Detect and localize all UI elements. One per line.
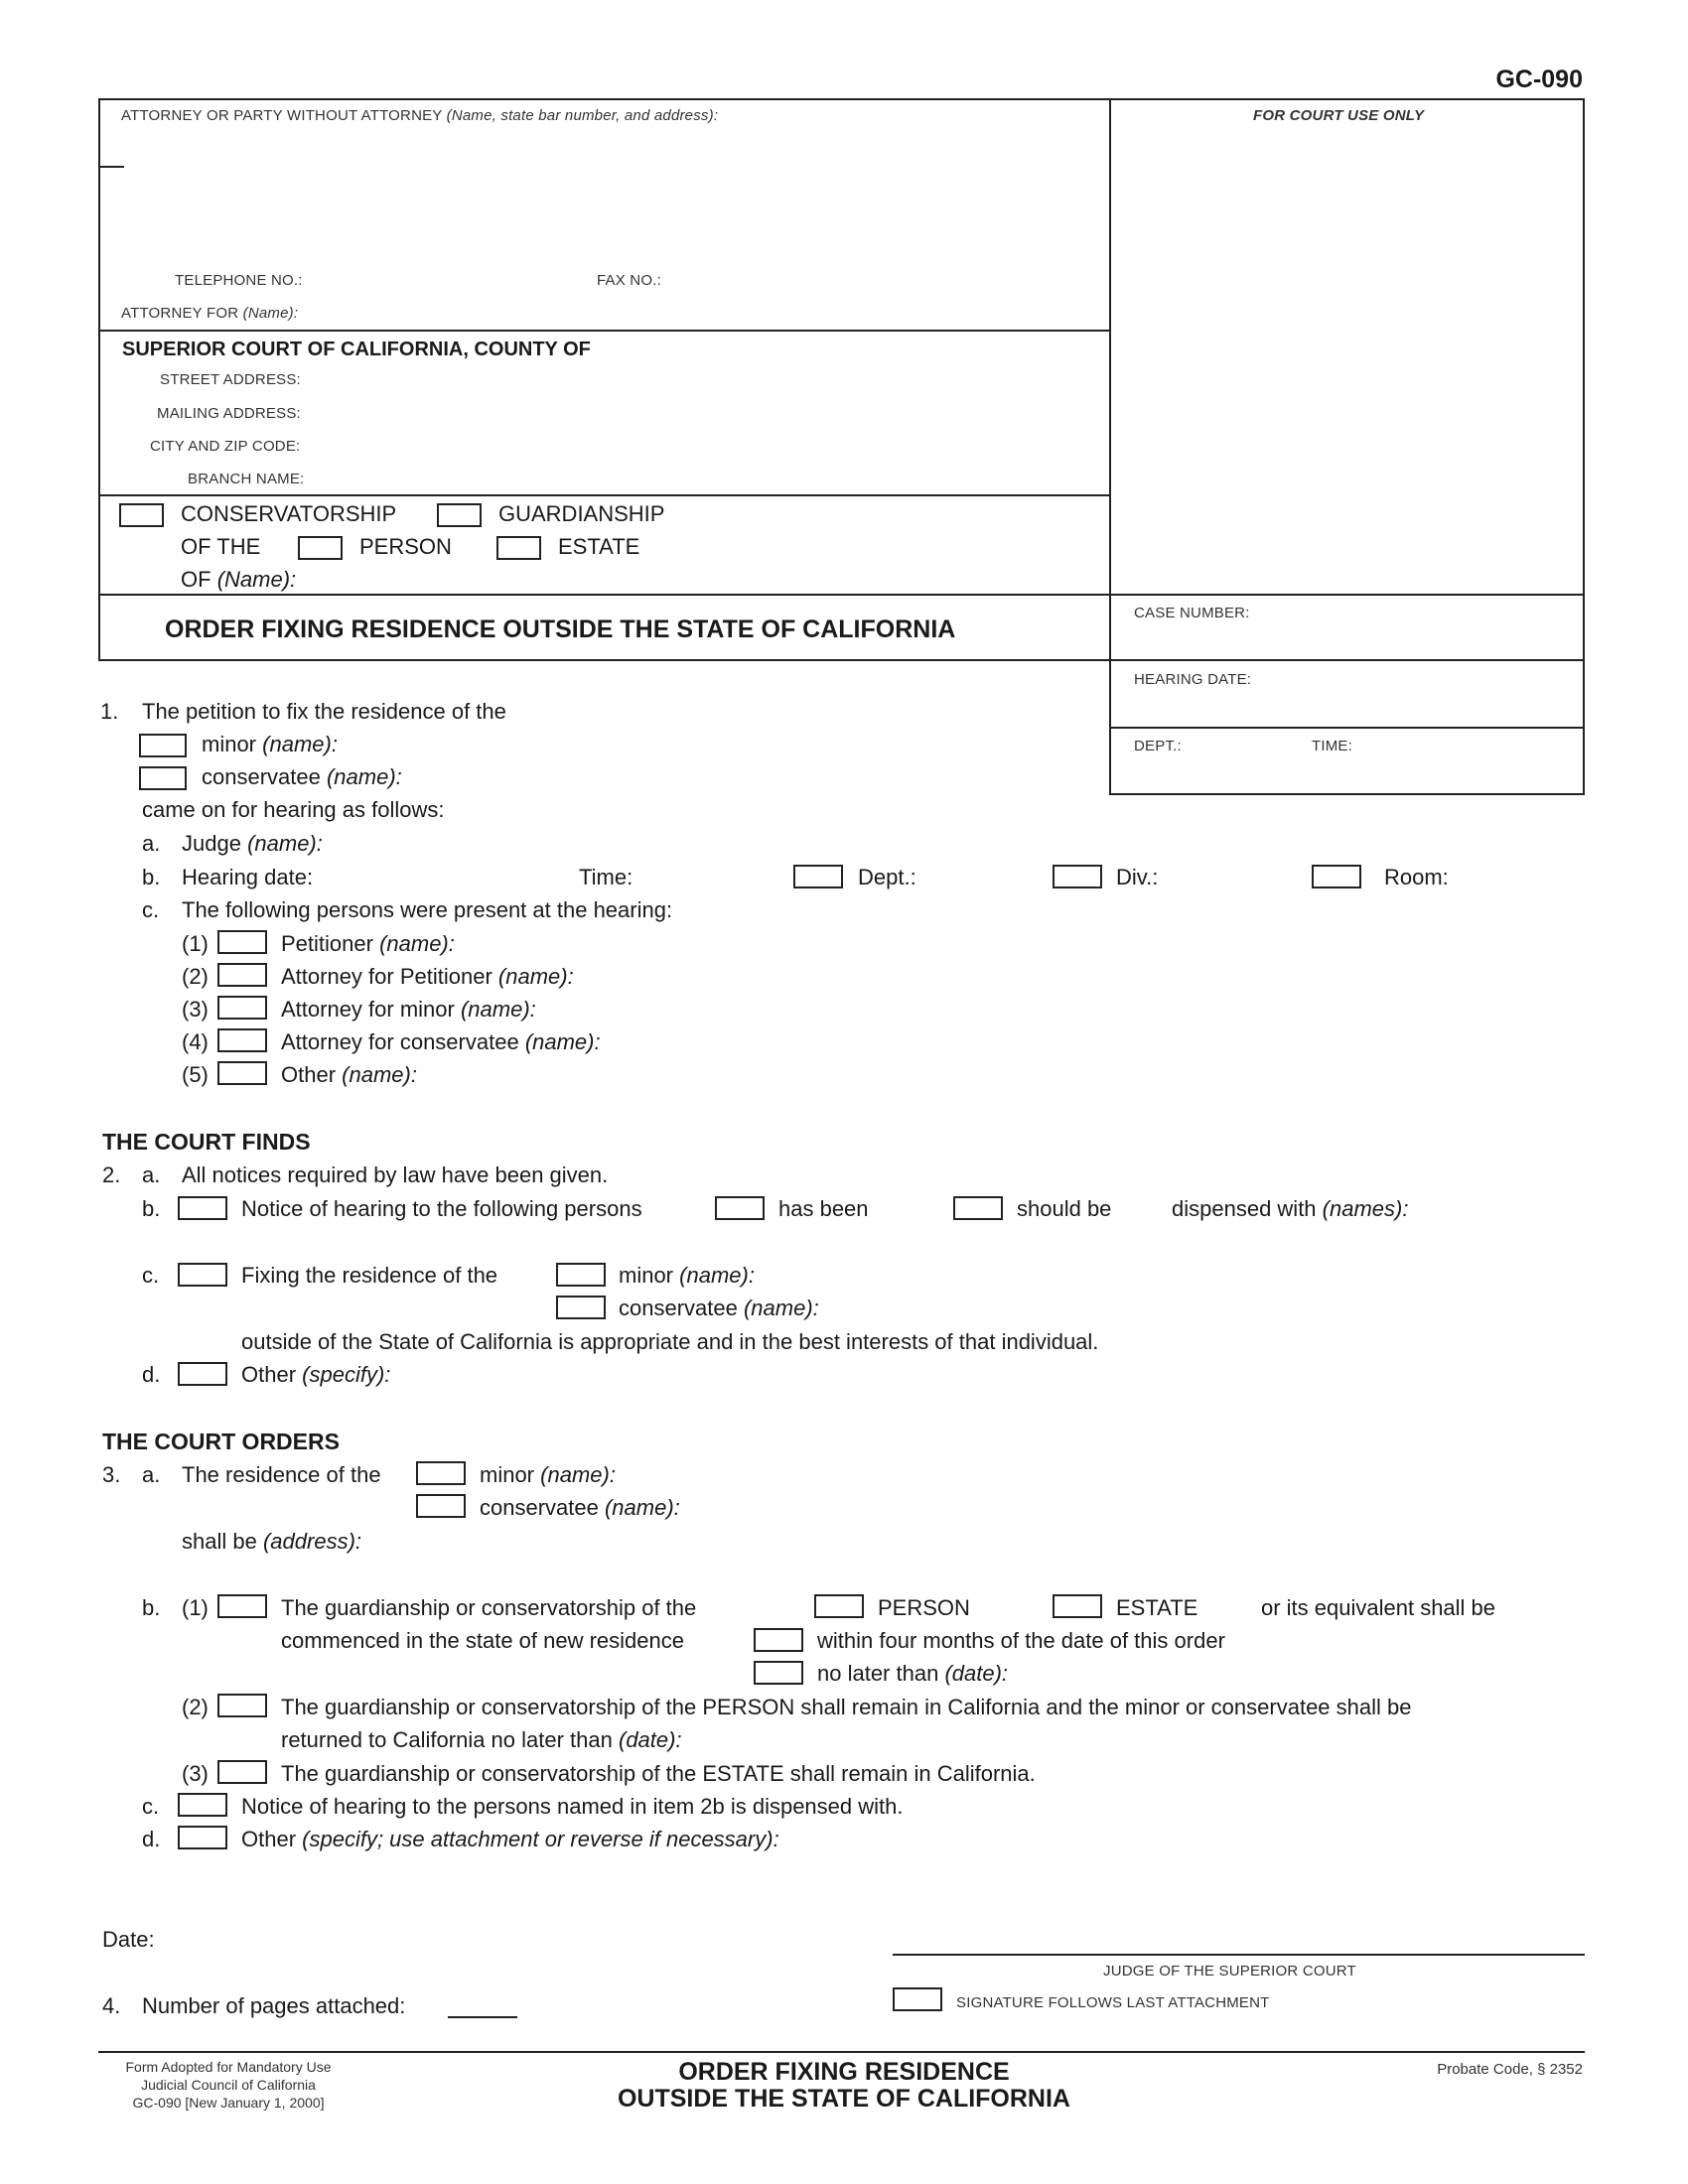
other-person-checkbox[interactable]: [217, 1061, 267, 1085]
div-checkbox[interactable]: [1053, 865, 1102, 888]
court-use-label: FOR COURT USE ONLY: [1253, 107, 1425, 124]
attorney-petitioner-label: Attorney for Petitioner (name):: [281, 964, 574, 989]
item2c-conservatee-checkbox[interactable]: [556, 1296, 606, 1319]
item3b2-text2: returned to California no later than (date):: [281, 1727, 682, 1752]
city-zip-label: CITY AND ZIP CODE:: [150, 438, 301, 455]
equivalent-text: or its equivalent shall be: [1261, 1595, 1496, 1620]
item3b3-checkbox[interactable]: [217, 1760, 267, 1784]
person1-number: (1): [182, 931, 209, 956]
item3b2-text: The guardianship or conservatorship of the PERSON shall remain in California and the minor or conservatee shall be: [281, 1695, 1412, 1719]
item3a-letter: a.: [142, 1462, 161, 1487]
header-right-border: [1583, 98, 1585, 795]
present-text: The following persons were present at the hearing:: [182, 897, 673, 922]
attorney-minor-checkbox[interactable]: [217, 996, 267, 1020]
attorney-petitioner-checkbox[interactable]: [217, 963, 267, 987]
item3d-letter: d.: [142, 1827, 161, 1851]
of-the-label: OF THE: [181, 534, 261, 559]
probate-code: Probate Code, § 2352: [1437, 2061, 1583, 2078]
time-field-label: Time:: [579, 865, 633, 889]
item1-conservatee-checkbox[interactable]: [139, 766, 187, 790]
item3c-letter: c.: [142, 1794, 160, 1819]
item1a-letter: a.: [142, 831, 161, 856]
shall-be-label: shall be (address):: [182, 1529, 362, 1554]
should-be-checkbox[interactable]: [953, 1196, 1003, 1220]
caption-person-label: PERSON: [359, 534, 452, 559]
room-field-label: Room:: [1384, 865, 1449, 889]
attorney-tick: [100, 166, 124, 168]
signature-follows-checkbox[interactable]: [893, 1987, 942, 2011]
item3b1-estate-checkbox[interactable]: [1053, 1594, 1102, 1618]
petitioner-label: Petitioner (name):: [281, 931, 455, 956]
item2c-checkbox[interactable]: [178, 1263, 227, 1287]
item3d-checkbox[interactable]: [178, 1826, 227, 1849]
item1b-letter: b.: [142, 865, 161, 889]
item2c-text: Fixing the residence of the: [241, 1263, 498, 1288]
person5-number: (5): [182, 1062, 209, 1087]
item3b1-estate-label: ESTATE: [1116, 1595, 1198, 1620]
dept-field-label: Dept.:: [858, 865, 916, 889]
item1-conservatee-label: conservatee (name):: [202, 764, 402, 789]
item1c-letter: c.: [142, 897, 160, 922]
attorney-for-label: ATTORNEY FOR (Name):: [121, 305, 299, 322]
form-number: GC-090: [1495, 66, 1583, 93]
header-left-border: [98, 98, 100, 660]
other-person-label: Other (name):: [281, 1062, 417, 1087]
caption-estate-checkbox[interactable]: [496, 536, 541, 560]
item2b-text: Notice of hearing to the following persons: [241, 1196, 642, 1221]
judge-label: JUDGE OF THE SUPERIOR COURT: [1103, 1963, 1356, 1979]
caption-bottom-border: [98, 594, 1584, 596]
item3b1-person-label: PERSON: [878, 1595, 970, 1620]
within-four-months-label: within four months of the date of this order: [817, 1628, 1225, 1653]
item3b2-number: (2): [182, 1695, 209, 1719]
hearing-date-border: [1109, 727, 1584, 729]
form-title: ORDER FIXING RESIDENCE OUTSIDE THE STATE OF CALIFORNIA: [165, 615, 956, 643]
item3b3-text: The guardianship or conservatorship of the ESTATE shall remain in California.: [281, 1761, 1036, 1786]
person4-number: (4): [182, 1029, 209, 1054]
dept-checkbox[interactable]: [793, 865, 843, 888]
no-later-than-checkbox[interactable]: [754, 1661, 803, 1685]
item2b-letter: b.: [142, 1196, 161, 1221]
footer-adoption: Form Adopted for Mandatory Use Judicial Council of California GC-090 [New January 1, 2000]: [125, 2059, 332, 2111]
item2a-text: All notices required by law have been given.: [182, 1162, 609, 1187]
item3b-letter: b.: [142, 1595, 161, 1620]
case-number-label: CASE NUMBER:: [1134, 605, 1250, 621]
item3a-minor-label: minor (name):: [480, 1462, 616, 1487]
item1-text: The petition to fix the residence of the: [142, 699, 506, 724]
item3b1-checkbox[interactable]: [217, 1594, 267, 1618]
attorney-conservatee-checkbox[interactable]: [217, 1028, 267, 1052]
item1-minor-label: minor (name):: [202, 732, 338, 756]
attorney-bottom-border: [98, 330, 1110, 332]
item2d-letter: d.: [142, 1362, 161, 1387]
court-title: SUPERIOR COURT OF CALIFORNIA, COUNTY OF: [122, 339, 591, 360]
item2d-other-label: Other (specify):: [241, 1362, 391, 1387]
commenced-text: commenced in the state of new residence: [281, 1628, 685, 1653]
item2c-letter: c.: [142, 1263, 160, 1288]
item3b1-text: The guardianship or conservatorship of the: [281, 1595, 697, 1620]
header-top-border: [98, 98, 1584, 100]
time-label: TIME:: [1312, 738, 1352, 754]
item3b1-person-checkbox[interactable]: [814, 1594, 864, 1618]
item3b1-number: (1): [182, 1595, 209, 1620]
caption-person-checkbox[interactable]: [298, 536, 343, 560]
guardianship-checkbox[interactable]: [437, 503, 482, 527]
came-on-text: came on for hearing as follows:: [142, 797, 445, 822]
footer-rule: [98, 2051, 1585, 2053]
has-been-label: has been: [778, 1196, 869, 1221]
conservatorship-label: CONSERVATORSHIP: [181, 501, 397, 526]
item3a-conservatee-label: conservatee (name):: [480, 1495, 680, 1520]
court-finds-heading: THE COURT FINDS: [102, 1129, 311, 1155]
room-checkbox[interactable]: [1312, 865, 1361, 888]
no-later-than-label: no later than (date):: [817, 1661, 1009, 1686]
item2c-conservatee-label: conservatee (name):: [619, 1296, 819, 1320]
person3-number: (3): [182, 997, 209, 1022]
court-orders-heading: THE COURT ORDERS: [102, 1429, 340, 1454]
item1-number: 1.: [100, 699, 119, 724]
item2c-outside-text: outside of the State of California is appropriate and in the best interests of that individual.: [241, 1329, 1099, 1354]
court-bottom-border: [98, 494, 1110, 496]
attorney-conservatee-label: Attorney for conservatee (name):: [281, 1029, 601, 1054]
petitioner-checkbox[interactable]: [217, 930, 267, 954]
dept-bottom-border: [1109, 793, 1584, 795]
item3b2-checkbox[interactable]: [217, 1694, 267, 1717]
header-divider: [1109, 98, 1111, 795]
telephone-label: TELEPHONE NO.:: [175, 272, 303, 289]
item3a-text: The residence of the: [182, 1462, 381, 1487]
item2d-checkbox[interactable]: [178, 1362, 227, 1386]
item3c-checkbox[interactable]: [178, 1793, 227, 1817]
item3-number: 3.: [102, 1462, 121, 1487]
item4-number: 4.: [102, 1993, 121, 2018]
item2b-checkbox[interactable]: [178, 1196, 227, 1220]
guardianship-label: GUARDIANSHIP: [498, 501, 665, 526]
caption-estate-label: ESTATE: [558, 534, 640, 559]
item2c-minor-label: minor (name):: [619, 1263, 755, 1288]
judge-label: Judge (name):: [182, 831, 323, 856]
within-four-months-checkbox[interactable]: [754, 1628, 803, 1652]
title-bottom-border: [98, 659, 1584, 661]
dept-label: DEPT.:: [1134, 738, 1182, 754]
item2c-minor-checkbox[interactable]: [556, 1263, 606, 1287]
item2a-letter: a.: [142, 1162, 161, 1187]
attorney-minor-label: Attorney for minor (name):: [281, 997, 536, 1022]
hearing-date-label: HEARING DATE:: [1134, 671, 1252, 688]
mailing-address-label: MAILING ADDRESS:: [157, 405, 301, 422]
signature-follows-label: SIGNATURE FOLLOWS LAST ATTACHMENT: [956, 1994, 1270, 2011]
div-field-label: Div.:: [1116, 865, 1159, 889]
item3b3-number: (3): [182, 1761, 209, 1786]
attorney-label: ATTORNEY OR PARTY WITHOUT ATTORNEY (Name, state bar number, and address):: [121, 107, 719, 124]
footer-title: ORDER FIXING RESIDENCE OUTSIDE THE STATE OF CALIFORNIA: [617, 2058, 1070, 2113]
item3a-minor-checkbox[interactable]: [416, 1461, 466, 1485]
pages-attached-label: Number of pages attached:: [142, 1993, 406, 2018]
of-name-label: OF (Name):: [181, 567, 297, 592]
item1-minor-checkbox[interactable]: [139, 734, 187, 757]
conservatorship-checkbox[interactable]: [119, 503, 164, 527]
hearing-date-field-label: Hearing date:: [182, 865, 314, 889]
street-address-label: STREET ADDRESS:: [160, 371, 301, 388]
should-be-label: should be: [1017, 1196, 1112, 1221]
pages-attached-line: [448, 2016, 517, 2018]
has-been-checkbox[interactable]: [715, 1196, 765, 1220]
judge-signature-line: [893, 1954, 1585, 1956]
branch-name-label: BRANCH NAME:: [188, 471, 305, 487]
fax-label: FAX NO.:: [597, 272, 661, 289]
person2-number: (2): [182, 964, 209, 989]
date-label: Date:: [102, 1927, 155, 1952]
dispensed-label: dispensed with (names):: [1172, 1196, 1409, 1221]
item3c-text: Notice of hearing to the persons named in item 2b is dispensed with.: [241, 1794, 904, 1819]
item3d-text: Other (specify; use attachment or reverse if necessary):: [241, 1827, 779, 1851]
item2-number: 2.: [102, 1162, 121, 1187]
item3a-conservatee-checkbox[interactable]: [416, 1494, 466, 1518]
